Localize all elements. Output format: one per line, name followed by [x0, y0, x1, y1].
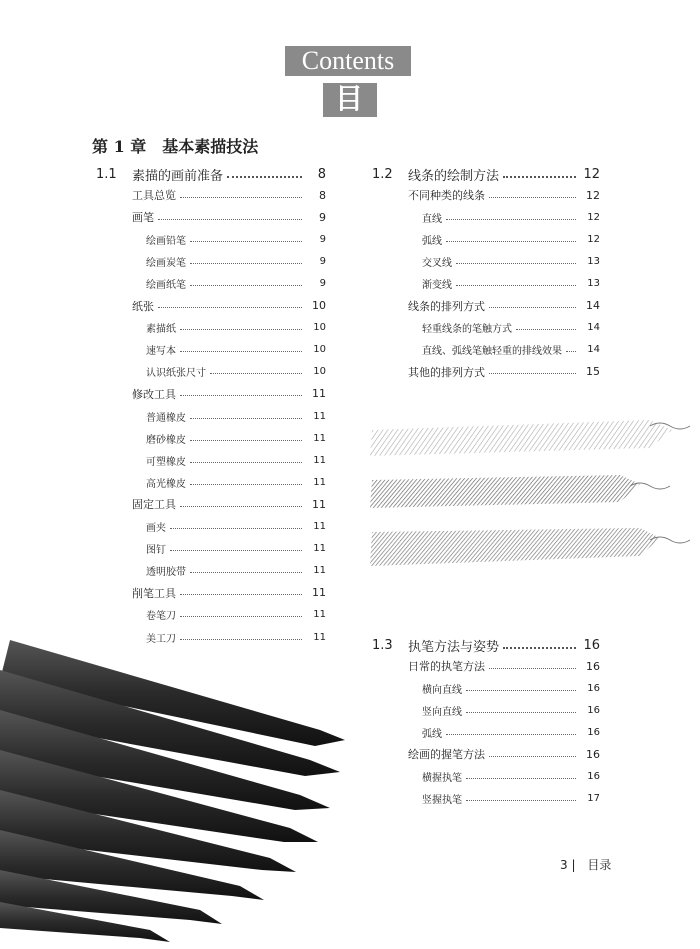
entry-title: 画笔 — [132, 211, 154, 225]
entry-title: 工具总览 — [132, 189, 176, 202]
toc-entry[interactable] — [146, 541, 326, 557]
leader-dots — [158, 307, 302, 308]
leader-dots — [190, 462, 302, 463]
section-number: 1.3 — [372, 638, 393, 653]
toc-entry[interactable] — [146, 474, 326, 490]
leader-dots — [489, 197, 576, 198]
page-number: 13 — [587, 255, 600, 267]
entry-title: 不同种类的线条 — [408, 189, 485, 202]
page-number: 11 — [313, 543, 326, 555]
entry-title: 绘画的握笔方法 — [408, 748, 485, 762]
entry-title: 卷笔刀 — [146, 611, 176, 623]
page-number: 14 — [587, 344, 600, 356]
page-number: 9 — [319, 255, 326, 267]
leader-dots — [446, 219, 576, 220]
toc-entry[interactable] — [422, 209, 600, 225]
page-number: 9 — [319, 210, 326, 224]
entry-title: 弧线 — [422, 235, 442, 247]
page-number: 11 — [313, 476, 326, 488]
leader-dots — [158, 219, 302, 220]
leader-dots — [446, 241, 576, 242]
leader-dots — [180, 395, 302, 396]
page-number: 9 — [319, 277, 326, 289]
section-number: 1.2 — [372, 167, 393, 182]
toc-entry[interactable] — [408, 658, 600, 674]
contents-title: Contents — [285, 46, 411, 76]
entry-title: 可塑橡皮 — [146, 456, 186, 468]
toc-entry[interactable] — [422, 791, 600, 807]
page-number: 16 — [587, 704, 600, 716]
toc-entry[interactable] — [146, 629, 326, 645]
toc-entry[interactable] — [146, 320, 326, 336]
section-heading[interactable] — [96, 165, 326, 184]
toc-entry[interactable] — [422, 724, 600, 740]
toc-entry[interactable] — [422, 275, 600, 291]
leader-dots — [180, 594, 302, 595]
toc-entry[interactable] — [146, 275, 326, 291]
page-number: 14 — [587, 322, 600, 334]
page-number: 16 — [587, 726, 600, 738]
section-title: 执笔方法与姿势 — [408, 640, 500, 655]
entry-title: 普通橡皮 — [146, 412, 186, 424]
entry-title: 弧线 — [422, 728, 442, 740]
page-number: 11 — [312, 497, 326, 511]
toc-entry[interactable] — [422, 680, 600, 696]
leader-dots — [190, 484, 302, 485]
page-number: 13 — [587, 277, 600, 289]
section-title: 线条的绘制方法 — [408, 169, 500, 184]
chapter-heading — [92, 134, 258, 157]
page-footer — [560, 856, 619, 873]
toc-entry[interactable] — [146, 563, 326, 579]
leader-dots — [516, 329, 576, 330]
leader-dots — [180, 639, 302, 640]
toc-entry[interactable] — [408, 746, 600, 762]
chapter-number: 第 1 章 — [92, 137, 147, 156]
toc-entry[interactable] — [422, 769, 600, 785]
entry-title: 绘画炭笔 — [146, 257, 186, 269]
toc-entry[interactable] — [146, 408, 326, 424]
entry-title: 横握执笔 — [422, 773, 462, 784]
entry-title: 其他的排列方式 — [408, 365, 485, 379]
leader-dots — [466, 800, 576, 801]
leader-dots — [190, 418, 302, 419]
leader-dots — [180, 506, 302, 507]
leader-dots — [566, 351, 576, 352]
page-number: 10 — [313, 344, 326, 356]
leader-dots — [227, 176, 302, 178]
page-number: 11 — [313, 410, 326, 422]
toc-entry[interactable] — [146, 607, 326, 623]
leader-dots — [190, 263, 302, 264]
footer-label: 目录 — [587, 858, 612, 872]
entry-title: 绘画铅笔 — [146, 235, 186, 247]
page-number: 10 — [312, 299, 326, 312]
leader-dots — [170, 528, 302, 529]
entry-title: 画夹 — [146, 523, 166, 534]
toc-entry[interactable] — [422, 702, 600, 718]
entry-title: 轻重线条的笔触方式 — [422, 324, 512, 336]
footer-page-number: 3 | — [560, 858, 576, 872]
leader-dots — [190, 241, 302, 242]
toc-entry[interactable] — [146, 342, 326, 358]
leader-dots — [190, 285, 302, 286]
entry-title: 美工刀 — [146, 633, 176, 645]
page-number: 17 — [587, 793, 600, 805]
entry-title: 线条的排列方式 — [408, 299, 485, 313]
toc-entry[interactable] — [132, 585, 326, 601]
leader-dots — [180, 616, 302, 617]
leader-dots — [489, 756, 576, 757]
toc-entry[interactable] — [132, 496, 326, 512]
page-number: 8 — [317, 167, 326, 182]
toc-entry[interactable] — [408, 187, 600, 203]
leader-dots — [466, 778, 576, 779]
page-number: 16 — [586, 659, 600, 673]
entry-title: 认识纸张尺寸 — [146, 368, 206, 380]
toc-entry[interactable] — [146, 253, 326, 269]
page-number: 11 — [312, 586, 326, 600]
toc-entry[interactable] — [132, 209, 326, 225]
toc-entry[interactable] — [132, 386, 326, 402]
entry-title: 修改工具 — [132, 387, 176, 401]
entry-title: 绘画纸笔 — [146, 279, 186, 291]
entry-title: 素描纸 — [146, 324, 176, 336]
page-number: 11 — [313, 565, 326, 577]
toc-entry[interactable] — [132, 187, 326, 203]
page-number: 14 — [586, 299, 600, 312]
toc-entry[interactable] — [146, 231, 326, 247]
leader-dots — [210, 373, 302, 374]
stroke-samples-illustration — [370, 420, 690, 566]
entry-title: 高光橡皮 — [146, 478, 186, 490]
toc-entry[interactable] — [408, 364, 600, 380]
toc-entry[interactable] — [132, 298, 326, 314]
page-number: 12 — [587, 211, 600, 223]
page-number: 11 — [313, 609, 326, 621]
entry-title: 纸张 — [132, 299, 154, 313]
page-number: 11 — [313, 454, 326, 466]
section-heading[interactable] — [372, 165, 600, 184]
entry-title: 磨砂橡皮 — [146, 434, 186, 446]
entry-title: 直线 — [422, 213, 442, 225]
leader-dots — [190, 440, 302, 441]
toc-entry[interactable] — [146, 430, 326, 446]
leader-dots — [170, 550, 302, 551]
page-number: 10 — [313, 366, 326, 378]
toc-entry[interactable] — [422, 231, 600, 247]
page-number: 10 — [313, 322, 326, 334]
entry-title: 日常的执笔方法 — [408, 660, 485, 673]
entry-title: 渐变线 — [422, 279, 452, 291]
page-number: 16 — [586, 747, 600, 761]
page-number: 12 — [587, 233, 600, 245]
toc-entry[interactable] — [146, 452, 326, 468]
section-heading[interactable] — [372, 636, 600, 655]
leader-dots — [489, 307, 576, 308]
entry-title: 交叉线 — [422, 257, 452, 269]
page-number: 11 — [313, 432, 326, 444]
entry-title: 横向直线 — [422, 684, 462, 696]
toc-entry[interactable] — [422, 320, 600, 336]
leader-dots — [489, 373, 576, 374]
leader-dots — [180, 351, 302, 352]
entry-title: 竖向直线 — [422, 706, 462, 718]
leader-dots — [180, 197, 302, 198]
section-number: 1.1 — [96, 167, 117, 182]
entry-title: 竖握执笔 — [422, 795, 462, 807]
leader-dots — [503, 647, 576, 649]
entry-title: 固定工具 — [132, 498, 176, 512]
toc-entry[interactable] — [422, 342, 600, 358]
toc-entry[interactable] — [146, 519, 326, 535]
entry-title: 速写本 — [146, 346, 176, 358]
page-number: 11 — [313, 521, 326, 532]
leader-dots — [446, 734, 576, 735]
leader-dots — [466, 690, 576, 691]
contents-title-cn: 目录 — [323, 83, 377, 117]
page-number: 16 — [587, 682, 600, 694]
toc-entry[interactable] — [422, 253, 600, 269]
page-number: 15 — [586, 365, 600, 379]
page-number: 12 — [586, 188, 600, 202]
entry-title: 直线、弧线笔触轻重的排线效果 — [422, 346, 562, 358]
entry-title: 削笔工具 — [132, 586, 176, 600]
leader-dots — [489, 668, 576, 669]
page-number: 12 — [583, 167, 600, 182]
section-title: 素描的画前准备 — [132, 169, 224, 184]
toc-entry[interactable] — [146, 364, 326, 380]
toc-entry[interactable] — [408, 298, 600, 314]
entry-title: 透明胶带 — [146, 567, 186, 579]
pencils-illustration — [0, 640, 345, 942]
page-number: 16 — [583, 638, 600, 653]
page-number: 11 — [313, 631, 326, 643]
leader-dots — [466, 712, 576, 713]
page-number: 9 — [319, 233, 326, 245]
leader-dots — [503, 176, 576, 178]
page-number: 16 — [587, 771, 600, 782]
leader-dots — [456, 285, 576, 286]
leader-dots — [180, 329, 302, 330]
leader-dots — [456, 263, 576, 264]
chapter-title: 基本素描技法 — [162, 137, 259, 156]
page-number: 8 — [319, 188, 326, 202]
entry-title: 图钉 — [146, 545, 166, 557]
leader-dots — [190, 572, 302, 573]
page-number: 11 — [312, 387, 326, 401]
